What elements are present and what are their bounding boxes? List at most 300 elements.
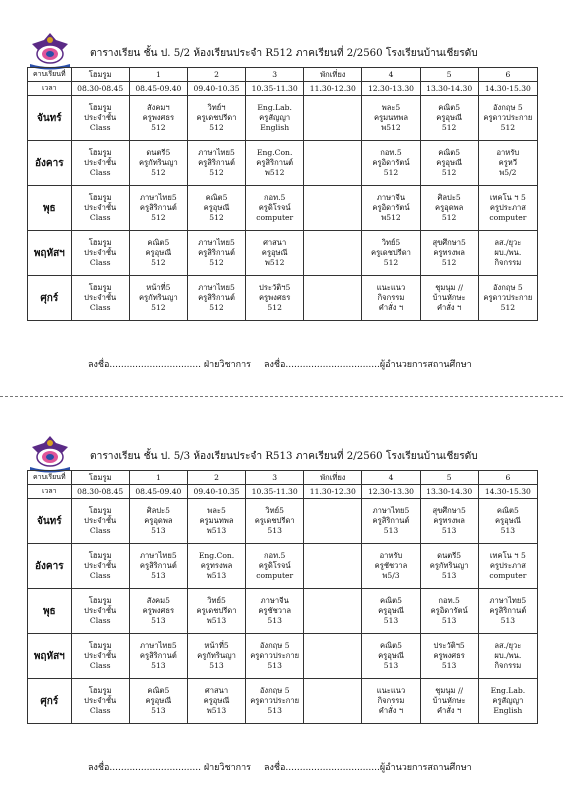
class-cell-line: ครูสิริกานต์ xyxy=(489,606,527,616)
time-cell: เวลา xyxy=(28,485,72,499)
class-cell-line: Class xyxy=(89,705,111,715)
class-cell-line: ศิลปะ5 xyxy=(146,506,170,516)
class-cell-line: 513 xyxy=(500,615,516,625)
class-cell-line: อาหรับ xyxy=(496,148,520,158)
class-cell xyxy=(187,186,245,231)
class-cell-line: ครูทรงพล xyxy=(200,561,233,571)
time-cell: 11.30-12.30 xyxy=(304,485,362,499)
signature-director: ลงชื่อ.................................ผู้อำนวยการสถานศึกษา xyxy=(264,360,472,370)
class-cell xyxy=(129,96,187,141)
class-cell xyxy=(304,96,362,141)
class-cell xyxy=(187,96,245,141)
column-header: คาบเรียนที่ xyxy=(28,68,72,82)
class-cell xyxy=(478,544,537,589)
class-cell-line: พ513 xyxy=(206,570,227,580)
column-header: 4 xyxy=(362,68,420,82)
class-cell-line: ภาษาไทย5 xyxy=(140,641,177,651)
class-cell-line: ชุมนุม // xyxy=(435,686,464,696)
class-cell-line: 512 xyxy=(383,257,399,267)
day-name: พุธ xyxy=(28,186,72,231)
class-cell xyxy=(246,634,304,679)
class-cell-line: อังกฤษ 5 xyxy=(259,686,290,696)
class-cell-line: Eng.Con. xyxy=(198,551,235,561)
class-cell xyxy=(129,544,187,589)
class-cell xyxy=(420,186,478,231)
schedule-section xyxy=(0,0,563,400)
class-cell xyxy=(187,276,245,321)
class-cell-line: ครูกัทรินญา xyxy=(138,293,178,303)
class-cell-line: ครูพงศธร xyxy=(142,113,175,123)
class-cell-line: ประจำชั้น xyxy=(84,651,117,661)
class-cell xyxy=(246,544,304,589)
class-cell-line: ครูสิริกานต์ xyxy=(139,561,177,571)
class-cell-line: 513 xyxy=(151,570,166,580)
class-cell-line: Class xyxy=(89,257,111,267)
class-cell xyxy=(71,679,129,724)
class-cell-line: Eng.Lab. xyxy=(490,686,526,696)
class-cell-line: กอท.5 xyxy=(380,148,402,158)
class-cell-line: ครูอุษณี xyxy=(145,248,172,258)
class-cell xyxy=(304,141,362,186)
class-cell-line: กิจกรรม xyxy=(377,293,405,303)
class-cell-line: ภาษาจีน xyxy=(260,596,289,606)
class-cell-line: Class xyxy=(89,525,111,535)
class-cell-line: Eng.Con. xyxy=(256,148,293,158)
class-cell-line: ครูอุดพล xyxy=(144,516,173,526)
class-cell-line: 512 xyxy=(267,302,282,312)
class-cell xyxy=(71,544,129,589)
class-cell-line: วิทย์5 xyxy=(381,238,401,248)
class-cell xyxy=(478,96,537,141)
class-cell-line: ครูอุษณี xyxy=(145,696,172,706)
class-cell-line: ครูสิริกานต์ xyxy=(256,158,294,168)
class-cell-line: โฮมรูม xyxy=(88,641,112,651)
class-cell-line: 513 xyxy=(151,660,166,670)
class-cell-line: ครูสัญญา xyxy=(492,696,524,706)
class-cell-line: Class xyxy=(89,660,111,670)
class-cell-line: Class xyxy=(89,167,111,177)
column-header: 6 xyxy=(478,471,537,485)
class-cell-line: 512 xyxy=(151,257,166,267)
class-cell-line: ประวัติฯ5 xyxy=(259,283,291,293)
class-cell xyxy=(71,276,129,321)
class-cell xyxy=(71,231,129,276)
class-cell-line: ภาษาไทย5 xyxy=(140,551,177,561)
class-cell-line: ประจำชั้น xyxy=(84,203,117,213)
class-cell xyxy=(304,634,362,679)
class-cell-line: ครูอุษณี xyxy=(436,113,463,123)
class-cell-line: พ5/2 xyxy=(499,167,517,177)
class-cell-line: ชุมนุม // xyxy=(435,283,464,293)
class-cell-line: ครูอุษณี xyxy=(203,696,230,706)
class-cell-line: โฮมรูม xyxy=(88,551,112,561)
class-cell xyxy=(187,231,245,276)
class-cell-line: ครูกัทรินญา xyxy=(429,561,469,571)
class-cell-line: 513 xyxy=(383,660,399,670)
class-cell xyxy=(129,634,187,679)
class-cell-line: คณิต5 xyxy=(496,506,519,516)
class-cell-line: ครูสิริกานต์ xyxy=(372,516,410,526)
class-cell xyxy=(478,634,537,679)
class-cell-line: โฮมรูม xyxy=(88,193,112,203)
class-cell-line: พ513 xyxy=(206,705,227,715)
class-cell-line: computer xyxy=(256,212,294,222)
class-cell-line: เทคโน ฯ 5 xyxy=(489,551,526,561)
class-cell-line: พ5/3 xyxy=(382,570,400,580)
class-cell-line: โฮมรูม xyxy=(88,686,112,696)
class-cell-line: พ512 xyxy=(381,122,401,132)
day-name: จันทร์ xyxy=(28,499,72,544)
class-cell xyxy=(420,231,478,276)
class-cell-line: 513 xyxy=(267,705,282,715)
school-logo-icon xyxy=(26,433,74,473)
class-cell-line: ครูสิริกานต์ xyxy=(198,158,235,168)
class-cell-line: โฮมรูม xyxy=(88,506,112,516)
time-cell: 09.40-10.35 xyxy=(187,485,245,499)
class-cell-line: เทคโน ฯ 5 xyxy=(489,193,526,203)
class-cell-line: computer xyxy=(489,570,527,580)
class-cell-line: ครูกัทรินญา xyxy=(197,651,236,661)
class-cell-line: ครูดาวประกาย xyxy=(483,293,533,303)
column-header: 3 xyxy=(246,68,304,82)
class-cell xyxy=(362,679,420,724)
class-cell-line: ผบ./พน. xyxy=(494,651,522,661)
class-cell-line: สุขศึกษา5 xyxy=(432,238,466,248)
class-cell-line: Eng.Lab. xyxy=(257,103,292,113)
class-cell-line: ครูทรงพล xyxy=(433,248,465,258)
class-cell-line: 512 xyxy=(500,122,516,132)
time-cell: 12.30-13.30 xyxy=(362,82,420,96)
class-cell-line: 513 xyxy=(441,660,457,670)
class-cell-line: พ512 xyxy=(381,212,401,222)
class-cell-line: ครูสิริกานต์ xyxy=(198,293,235,303)
class-cell-line: ศาสนา xyxy=(204,686,229,696)
class-cell-line: โฮมรูม xyxy=(88,103,112,113)
time-cell: 08.30-08.45 xyxy=(71,82,129,96)
class-cell xyxy=(71,499,129,544)
class-cell xyxy=(246,276,304,321)
column-header: 6 xyxy=(478,68,537,82)
class-cell xyxy=(71,634,129,679)
class-cell xyxy=(187,679,245,724)
class-cell-line: 512 xyxy=(441,212,457,222)
day-name: พฤหัสฯ xyxy=(28,231,72,276)
class-cell-line: ศิลปะ5 xyxy=(437,193,461,203)
class-cell-line: Class xyxy=(89,122,111,132)
class-cell-line: Class xyxy=(89,212,111,222)
class-cell-line: 513 xyxy=(151,525,166,535)
class-cell-line: ครูพงศธร xyxy=(142,606,175,616)
class-cell-line: คณิต5 xyxy=(205,193,228,203)
class-cell-line: ครูมนทพล xyxy=(373,113,408,123)
class-cell xyxy=(246,499,304,544)
page-divider xyxy=(0,396,563,397)
class-cell xyxy=(129,231,187,276)
class-cell-line: โฮมรูม xyxy=(88,283,112,293)
class-cell xyxy=(246,231,304,276)
class-cell-line: 513 xyxy=(441,570,457,580)
class-cell-line: ภาษาไทย5 xyxy=(372,506,410,516)
time-cell: 10.35-11.30 xyxy=(246,485,304,499)
class-cell-line: ครูอิดารัตน์ xyxy=(372,203,410,213)
class-cell xyxy=(129,186,187,231)
class-cell-line: 512 xyxy=(151,212,166,222)
column-header: 2 xyxy=(187,68,245,82)
class-cell xyxy=(71,186,129,231)
day-name: พุธ xyxy=(28,589,72,634)
class-cell-line: ครูสิริกานต์ xyxy=(139,203,177,213)
class-cell-line: ครูดิโรจน์ xyxy=(258,203,291,213)
class-cell xyxy=(478,141,537,186)
class-cell xyxy=(420,276,478,321)
column-header: โฮมรูม xyxy=(71,471,129,485)
class-cell-line: พละ5 xyxy=(381,103,401,113)
class-cell-line: ครูประภาส xyxy=(489,203,526,213)
class-cell-line: ครูอุษณี xyxy=(261,248,288,258)
class-cell-line: สังคมฯ xyxy=(147,103,170,113)
class-cell-line: ครูอุษณี xyxy=(203,203,230,213)
class-cell-line: 512 xyxy=(209,302,224,312)
class-cell-line: ครูอิดารัตน์ xyxy=(430,606,468,616)
day-name: ศุกร์ xyxy=(28,679,72,724)
time-cell: 13.30-14.30 xyxy=(420,82,478,96)
class-cell-line: กิจกรรม xyxy=(494,660,522,670)
class-cell-line: ครูอุษณี xyxy=(494,516,521,526)
class-cell-line: Class xyxy=(89,615,111,625)
class-cell-line: โฮมรูม xyxy=(88,596,112,606)
class-cell-line: พ513 xyxy=(206,525,227,535)
class-cell-line: พ512 xyxy=(264,167,285,177)
class-cell-line: ครูพงศธร xyxy=(258,293,291,303)
class-cell xyxy=(420,96,478,141)
class-cell-line: English xyxy=(493,705,523,715)
class-cell-line: 512 xyxy=(441,167,457,177)
class-cell-line: อาหรับ xyxy=(379,551,403,561)
class-cell-line: 512 xyxy=(209,257,224,267)
time-cell: 13.30-14.30 xyxy=(420,485,478,499)
class-cell-line: แนะแนว xyxy=(376,283,406,293)
schedule-title: ตารางเรียน ชั้น ป. 5/2 ห้องเรียนประจำ R512 ภาคเรียนที่ 2/2560 โรงเรียนบ้านเชียรดับ xyxy=(90,48,478,59)
class-cell xyxy=(304,231,362,276)
class-cell-line: ดนตรี5 xyxy=(437,551,462,561)
class-cell-line: ครูดิโรจน์ xyxy=(258,561,291,571)
class-cell-line: บ้านหักษะ xyxy=(432,293,466,303)
class-cell-line: แนะแนว xyxy=(376,686,406,696)
class-cell-line: ภาษาไทย5 xyxy=(198,148,235,158)
class-cell xyxy=(478,231,537,276)
class-cell xyxy=(304,186,362,231)
time-cell: 08.45-09.40 xyxy=(129,82,187,96)
class-cell-line: ภาษาไทย5 xyxy=(140,193,177,203)
day-name: พฤหัสฯ xyxy=(28,634,72,679)
class-cell xyxy=(246,186,304,231)
class-cell-line: English xyxy=(260,122,290,132)
class-cell xyxy=(187,499,245,544)
class-cell-line: อังกฤษ 5 xyxy=(493,103,523,113)
class-cell-line: วิทย์ฯ xyxy=(207,103,226,113)
class-cell xyxy=(129,589,187,634)
class-cell-line: Class xyxy=(89,570,111,580)
class-cell xyxy=(478,186,537,231)
class-cell-line: ครูชัชวาล xyxy=(258,606,291,616)
class-cell-line: 512 xyxy=(209,122,224,132)
class-cell-line: คณิต5 xyxy=(380,596,402,606)
class-cell-line: 513 xyxy=(383,615,399,625)
class-cell-line: ครูเดชปรีดา xyxy=(196,113,237,123)
class-cell xyxy=(362,634,420,679)
class-cell xyxy=(478,679,537,724)
class-cell-line: 512 xyxy=(151,122,166,132)
class-cell-line: ประจำชั้น xyxy=(84,606,117,616)
class-cell-line: ครูหวี xyxy=(498,158,518,168)
class-cell xyxy=(187,544,245,589)
class-cell-line: 513 xyxy=(151,705,166,715)
class-cell-line: ประจำชั้น xyxy=(84,516,117,526)
class-cell xyxy=(478,276,537,321)
class-cell-line: 513 xyxy=(267,660,282,670)
class-cell-line: ภาษาไทย5 xyxy=(198,283,235,293)
class-cell xyxy=(362,276,420,321)
class-cell-line: ภาษาไทย5 xyxy=(489,596,527,606)
class-cell-line: อังกฤษ 5 xyxy=(259,641,290,651)
class-cell xyxy=(187,589,245,634)
column-header: คาบเรียนที่ xyxy=(28,471,72,485)
class-cell-line: 512 xyxy=(209,212,224,222)
class-cell-line: ครูอุษณี xyxy=(378,606,404,616)
class-cell-line: ประจำชั้น xyxy=(84,561,117,571)
column-header: 5 xyxy=(420,68,478,82)
class-cell-line: ครูประภาส xyxy=(489,561,526,571)
column-header: โฮมรูม xyxy=(71,68,129,82)
class-cell-line: ครูอิดารัตน์ xyxy=(372,158,410,168)
column-header: 4 xyxy=(362,471,420,485)
class-cell-line: ประจำชั้น xyxy=(84,293,117,303)
class-cell-line: 512 xyxy=(383,167,399,177)
class-cell-line: บ้านหักษะ xyxy=(432,696,466,706)
class-cell-line: ครูดาวประกาย xyxy=(250,651,300,661)
signature-director: ลงชื่อ.................................ผู้อำนวยการสถานศึกษา xyxy=(264,763,472,773)
time-cell: 11.30-12.30 xyxy=(304,82,362,96)
class-cell-line: ครูเดชปรีดา xyxy=(196,606,237,616)
class-cell-line: คำสั่ง ฯ xyxy=(378,705,404,715)
class-cell xyxy=(420,499,478,544)
signature-academic: ลงชื่อ................................ ฝ่ายวิชาการ xyxy=(88,360,251,370)
schedule-section xyxy=(0,403,563,803)
class-cell-line: 513 xyxy=(267,525,282,535)
class-cell-line: ครูเดชปรีดา xyxy=(254,516,295,526)
class-cell-line: 512 xyxy=(441,257,457,267)
class-cell-line: คำสั่ง ฯ xyxy=(436,302,462,312)
class-cell-line: ครูชัชวาล xyxy=(374,561,408,571)
class-cell xyxy=(187,634,245,679)
class-cell-line: ครูพงศธร xyxy=(433,651,465,661)
class-cell xyxy=(71,589,129,634)
class-cell-line: กิจกรรม xyxy=(494,257,522,267)
class-cell xyxy=(362,544,420,589)
class-cell-line: 513 xyxy=(267,615,282,625)
class-cell-line: 513 xyxy=(441,615,457,625)
class-cell-line: ลส./ยุวะ xyxy=(494,238,522,248)
class-cell xyxy=(362,96,420,141)
class-cell-line: ครูอุษณี xyxy=(378,651,404,661)
class-cell-line: ครูกัทรินญา xyxy=(138,158,178,168)
class-cell xyxy=(304,544,362,589)
class-cell-line: กอท.5 xyxy=(438,596,460,606)
class-cell-line: ประจำชั้น xyxy=(84,113,117,123)
class-cell xyxy=(187,141,245,186)
class-cell xyxy=(129,141,187,186)
class-cell xyxy=(362,589,420,634)
class-cell-line: คำสั่ง ฯ xyxy=(436,705,462,715)
class-cell-line: ครูเดชปรีดา xyxy=(371,248,411,258)
class-cell xyxy=(246,96,304,141)
class-cell-line: ครูมนทพล xyxy=(199,516,234,526)
time-cell: 14.30-15.30 xyxy=(478,485,537,499)
time-cell: 10.35-11.30 xyxy=(246,82,304,96)
class-cell xyxy=(362,231,420,276)
class-cell-line: อังกฤษ 5 xyxy=(493,283,523,293)
time-cell: 08.45-09.40 xyxy=(129,485,187,499)
class-cell-line: 512 xyxy=(209,167,224,177)
class-cell-line: ภาษาจีน xyxy=(376,193,406,203)
timetable xyxy=(27,67,538,321)
class-cell xyxy=(420,589,478,634)
time-cell: เวลา xyxy=(28,82,72,96)
class-cell-line: ประจำชั้น xyxy=(84,696,117,706)
class-cell xyxy=(246,141,304,186)
class-cell-line: ประจำชั้น xyxy=(84,248,117,258)
timetable xyxy=(27,470,538,724)
class-cell xyxy=(362,186,420,231)
class-cell xyxy=(478,499,537,544)
class-cell xyxy=(420,634,478,679)
time-cell: 12.30-13.30 xyxy=(362,485,420,499)
class-cell-line: 513 xyxy=(500,525,516,535)
class-cell-line: ศาสนา xyxy=(263,238,287,248)
column-header: พักเที่ยง xyxy=(304,471,362,485)
class-cell-line: 512 xyxy=(151,302,166,312)
class-cell-line: ครูสัญญา xyxy=(259,113,291,123)
class-cell-line: ครูอุษณี xyxy=(436,158,463,168)
time-cell: 08.30-08.45 xyxy=(71,485,129,499)
class-cell-line: ครูสิริกานต์ xyxy=(139,651,177,661)
class-cell-line: พ513 xyxy=(206,615,227,625)
class-cell-line: 513 xyxy=(151,615,166,625)
class-cell-line: ลส./ยุวะ xyxy=(494,641,522,651)
class-cell-line: 512 xyxy=(441,122,457,132)
day-name: ศุกร์ xyxy=(28,276,72,321)
class-cell-line: พ512 xyxy=(264,257,285,267)
class-cell-line: 513 xyxy=(383,525,399,535)
class-cell-line: โฮมรูม xyxy=(88,148,112,158)
column-header: 1 xyxy=(129,68,187,82)
class-cell xyxy=(362,141,420,186)
class-cell xyxy=(420,544,478,589)
class-cell xyxy=(129,499,187,544)
class-cell xyxy=(420,141,478,186)
class-cell-line: สังคม5 xyxy=(146,596,170,606)
class-cell-line: หน้าที่5 xyxy=(146,283,171,293)
class-cell-line: คณิต5 xyxy=(147,686,170,696)
class-cell-line: คำสั่ง ฯ xyxy=(378,302,404,312)
class-cell-line: โฮมรูม xyxy=(88,238,112,248)
class-cell xyxy=(304,276,362,321)
class-cell-line: computer xyxy=(489,212,527,222)
class-cell xyxy=(304,679,362,724)
day-name: อังคาร xyxy=(28,141,72,186)
class-cell-line: หน้าที่5 xyxy=(204,641,229,651)
class-cell-line: คณิต5 xyxy=(147,238,170,248)
